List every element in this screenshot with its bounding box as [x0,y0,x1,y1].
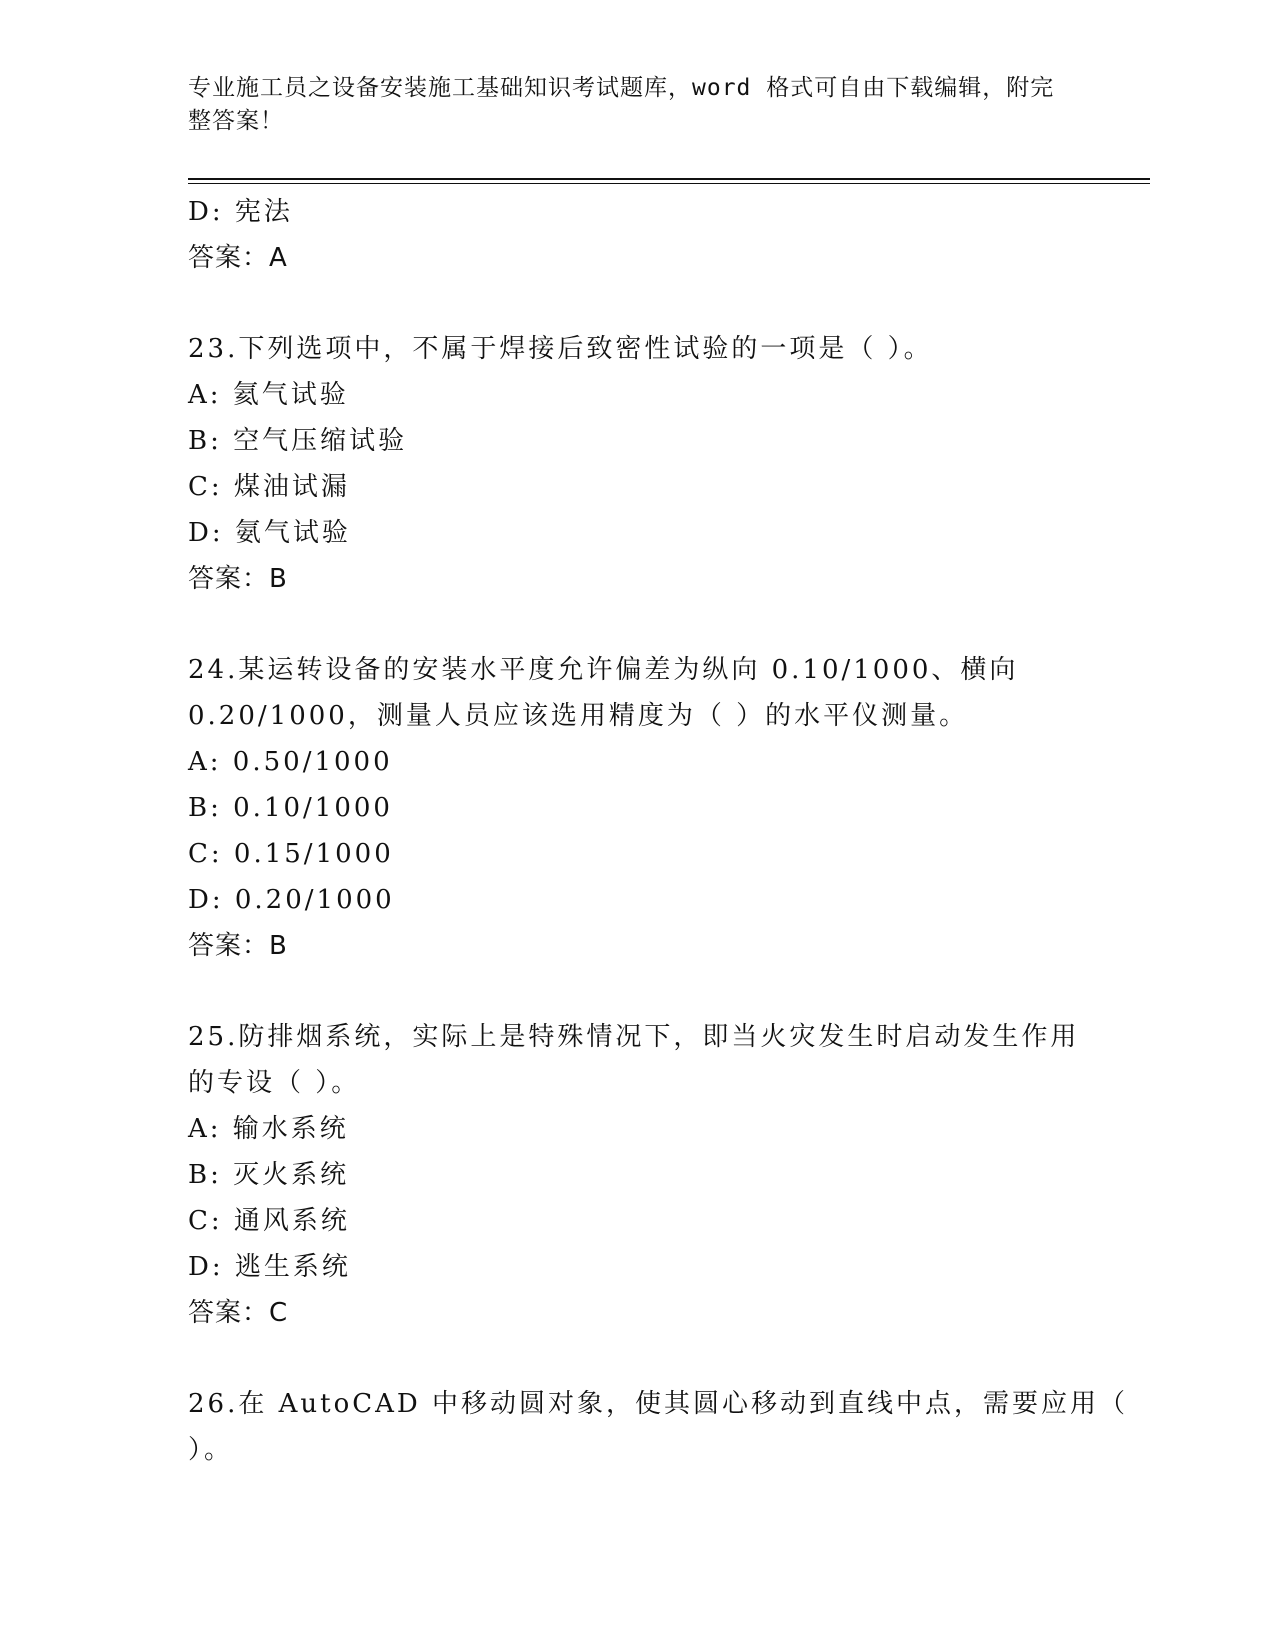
question-stem: 23.下列选项中，不属于焊接后致密性试验的一项是（ ）。 [188,334,933,364]
question-stem-continued: ）。 [188,1435,234,1465]
spacer [188,281,1088,326]
question-stem: 26.在 AutoCAD 中移动圆对象，使其圆心移动到直线中点，需要应用（ [188,1389,1129,1419]
option-c: C: 煤油试漏 [188,472,350,502]
question-23 [188,326,1088,602]
option-d: D: 0.20/1000 [188,885,395,915]
spacer [188,602,1088,647]
prev-option-d: D: 宪法 [188,197,293,227]
header-line-2: 整答案！ [188,108,284,134]
question-stem: 25.防排烟系统，实际上是特殊情况下，即当火灾发生时启动发生作用 [188,1022,1080,1052]
option-c: C: 0.15/1000 [188,839,394,869]
option-a: A: 输水系统 [188,1114,349,1144]
option-c: C: 通风系统 [188,1206,350,1236]
answer: 答案：B [188,564,288,594]
option-a: A: 氦气试验 [188,380,349,410]
header-line-1: 专业施工员之设备安装施工基础知识考试题库，word 格式可自由下载编辑，附完 [188,75,1055,101]
option-a: A: 0.50/1000 [188,747,393,777]
spacer [188,969,1088,1014]
answer: 答案：C [188,1298,289,1328]
document-header [188,72,1068,138]
option-d: D: 逃生系统 [188,1252,351,1282]
answer: 答案：B [188,931,288,961]
question-list [188,189,1129,1473]
option-b: B: 0.10/1000 [188,793,393,823]
option-b: B: 空气压缩试验 [188,426,408,456]
spacer [188,1336,1088,1381]
prev-answer: 答案：A [188,243,288,273]
header-rule-thin [188,183,1150,184]
option-d: D: 氨气试验 [188,518,351,548]
question-stem-continued: 的专设（ ）。 [188,1068,361,1098]
question-25 [188,1014,1088,1336]
question-26 [188,1381,1129,1473]
question-stem-continued: 0.20/1000，测量人员应该选用精度为（ ）的水平仪测量。 [188,701,969,731]
question-24 [188,647,1088,969]
header-rule-thick [188,178,1150,180]
option-b: B: 灭火系统 [188,1160,350,1190]
question-stem: 24.某运转设备的安装水平度允许偏差为纵向 0.10/1000、横向 [188,655,1019,685]
